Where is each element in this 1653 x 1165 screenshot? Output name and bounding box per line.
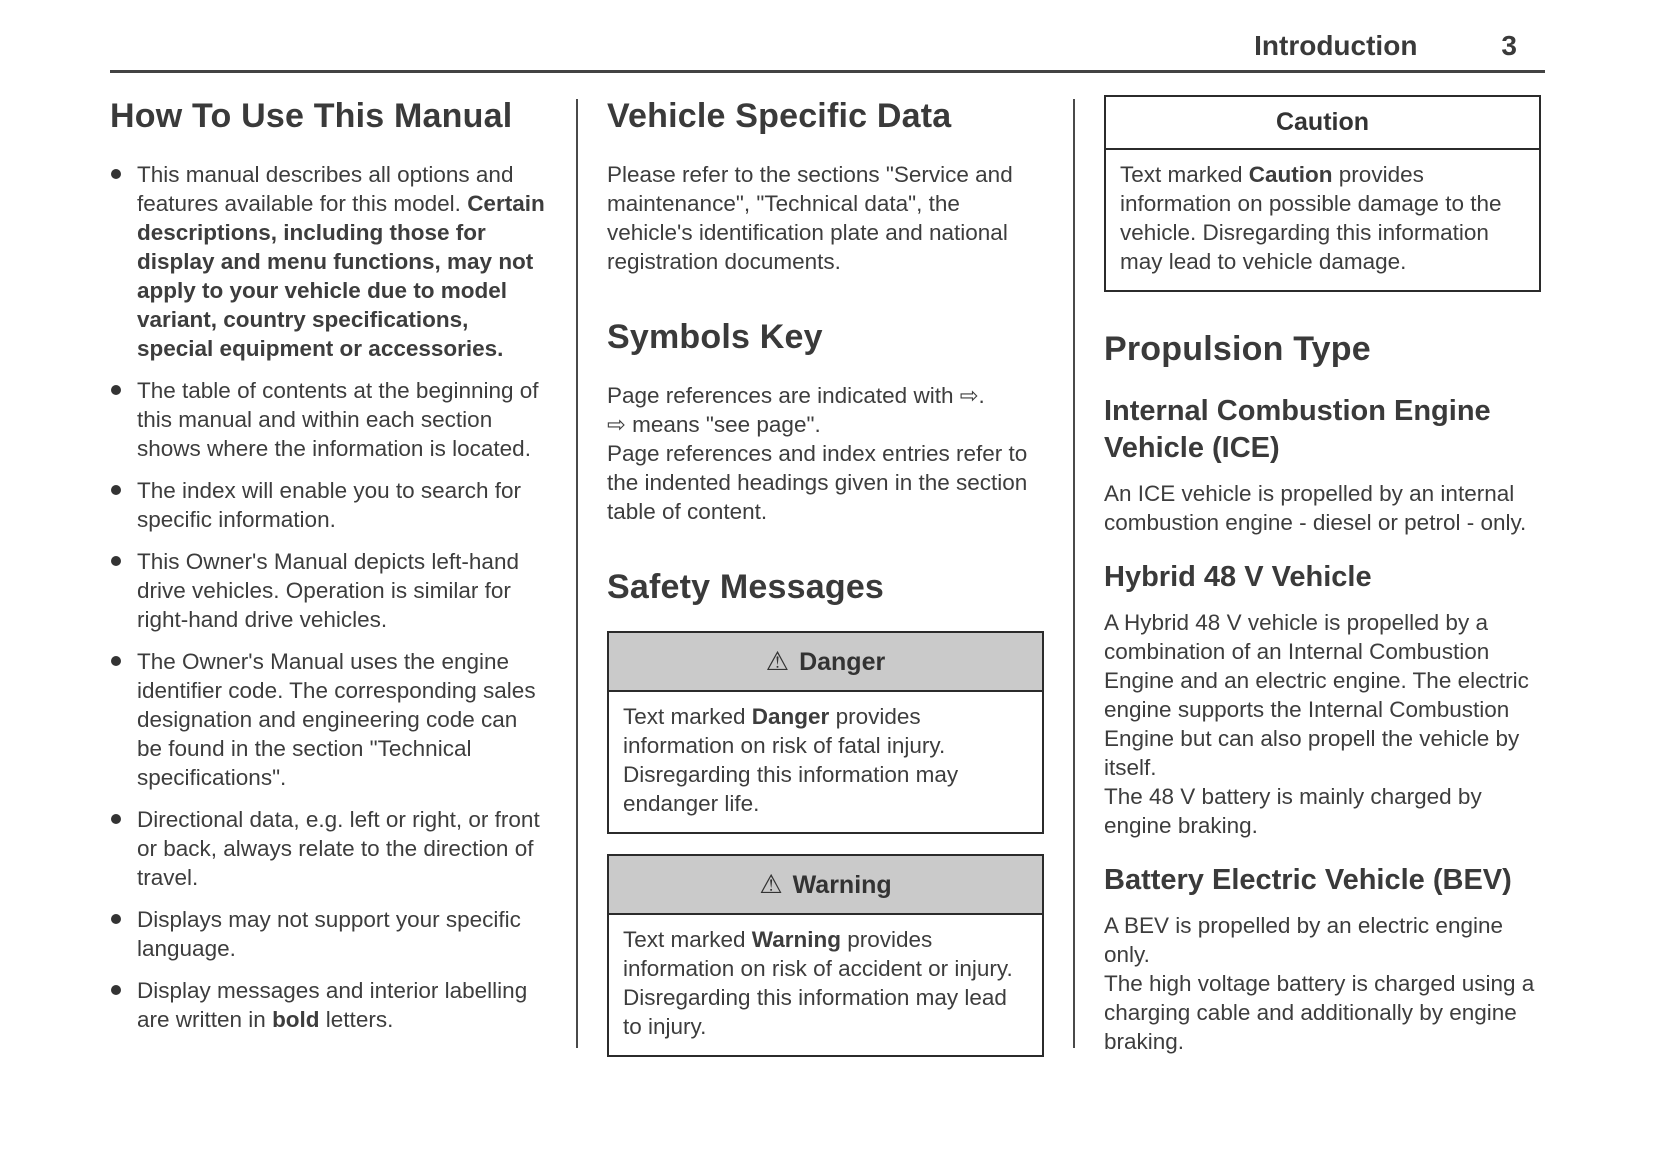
column-divider <box>576 99 578 1048</box>
warning-text-bold: Warning <box>751 927 841 952</box>
caution-box <box>1104 95 1541 292</box>
bullet-text: This manual describes all options and features available for this model. <box>137 162 514 216</box>
column-divider <box>1073 99 1075 1048</box>
warning-box <box>607 854 1044 1057</box>
list-item <box>110 647 547 792</box>
bullet-icon <box>111 169 121 179</box>
danger-box-body <box>609 692 1042 832</box>
warning-text: provides information on risk of accident or injury. Disregarding this information may lead to injury. <box>623 927 1013 1039</box>
header-page-number: 3 <box>1501 30 1517 61</box>
caution-text: provides information on possible damage to the vehicle. Disregarding this information may lead to vehicle damage. <box>1120 162 1502 274</box>
warning-box-title: Warning <box>792 871 892 899</box>
caution-text: Text marked <box>1120 162 1249 187</box>
bev-text: The high voltage battery is charged using a charging cable and additionally by engine braking. <box>1104 971 1535 1054</box>
section-title-safety-messages: Safety Messages <box>607 568 885 606</box>
bullet-text: The Owner's Manual uses the engine identifier code. The corresponding sales designation and engineering code can be found in the section "Technical specifications". <box>137 649 536 790</box>
danger-box <box>607 631 1044 834</box>
content-columns <box>110 93 1545 1103</box>
caution-text-bold: Caution <box>1248 162 1333 187</box>
how-to-use-bullet-list <box>110 160 547 1034</box>
subsection-title-hybrid: Hybrid 48 V Vehicle <box>1104 561 1372 593</box>
bullet-icon <box>111 914 121 924</box>
warning-text: Text marked <box>623 927 752 952</box>
bullet-icon <box>111 485 121 495</box>
bullet-icon <box>111 985 121 995</box>
warning-box-body <box>609 915 1042 1055</box>
column-how-to-use <box>110 93 547 1103</box>
ice-paragraph: An ICE vehicle is propelled by an internal combustion engine - diesel or petrol - only. <box>1104 481 1527 535</box>
hybrid-paragraph <box>1104 608 1541 840</box>
caution-box-body <box>1106 150 1539 290</box>
symbols-key-paragraph <box>607 381 1044 526</box>
section-title-propulsion-type: Propulsion Type <box>1104 330 1371 368</box>
danger-text: Text marked <box>623 704 752 729</box>
section-title-symbols-key: Symbols Key <box>607 318 823 356</box>
symbols-key-line: ⇨ means "see page". <box>607 412 821 437</box>
list-item <box>110 547 547 634</box>
danger-box-header <box>609 633 1042 692</box>
bullet-text: Display messages and interior labelling are written in <box>137 978 528 1032</box>
list-item <box>110 476 547 534</box>
hybrid-text: A Hybrid 48 V vehicle is propelled by a combination of an Internal Combustion Engine and an electric engine. The electric engine supports the Internal Combustion Engine but can also propell the vehicle by itself. <box>1104 610 1529 780</box>
list-item <box>110 905 547 963</box>
column-right <box>1104 93 1541 1103</box>
list-item <box>110 376 547 463</box>
danger-text: provides information on risk of fatal injury. Disregarding this information may endanger life. <box>623 704 959 816</box>
danger-text-bold: Danger <box>751 704 830 729</box>
symbols-key-line: Page references and index entries refer to the indented headings given in the section table of content. <box>607 441 1028 524</box>
bullet-text: The index will enable you to search for specific information. <box>137 478 521 532</box>
bullet-text-bold: Certain descriptions, including those for display and menu functions, may not apply to your vehicle due to model variant, country specifications, special equipment or accessories. <box>137 191 545 361</box>
list-item <box>110 976 547 1034</box>
section-title-how-to-use: How To Use This Manual <box>110 97 513 135</box>
warning-triangle-icon: ⚠ <box>765 646 790 676</box>
caution-box-title: Caution <box>1275 108 1370 136</box>
list-item <box>110 160 547 363</box>
bullet-text: letters. <box>319 1007 394 1032</box>
bev-paragraph <box>1104 911 1541 1056</box>
page-header <box>110 30 1545 73</box>
bullet-text: Directional data, e.g. left or right, or front or back, always relate to the direction of travel. <box>137 807 540 890</box>
vehicle-specific-data-paragraph: Please refer to the sections "Service and maintenance", "Technical data", the vehicle's identification plate and national registration documents. <box>607 162 1013 274</box>
bullet-icon <box>111 814 121 824</box>
header-section-title: Introduction <box>1254 30 1418 61</box>
symbols-key-line: Page references are indicated with ⇨. <box>607 383 985 408</box>
bev-text: A BEV is propelled by an electric engine only. <box>1104 913 1503 967</box>
bullet-text: The table of contents at the beginning of this manual and within each section shows where the information is located. <box>137 378 539 461</box>
list-item <box>110 805 547 892</box>
subsection-title-bev: Battery Electric Vehicle (BEV) <box>1104 864 1512 896</box>
bullet-icon <box>111 385 121 395</box>
bullet-icon <box>111 556 121 566</box>
column-middle <box>607 93 1044 1103</box>
caution-box-header <box>1106 97 1539 150</box>
section-title-vehicle-specific-data: Vehicle Specific Data <box>607 97 952 135</box>
bullet-text: This Owner's Manual depicts left-hand drive vehicles. Operation is similar for right-hand drive vehicles. <box>137 549 519 632</box>
warning-triangle-icon: ⚠ <box>759 869 783 899</box>
hybrid-text: The 48 V battery is mainly charged by engine braking. <box>1104 784 1482 838</box>
bullet-text: Displays may not support your specific language. <box>137 907 521 961</box>
warning-box-header <box>609 856 1042 915</box>
subsection-title-ice: Internal Combustion Engine Vehicle (ICE) <box>1104 395 1491 464</box>
bullet-text-bold: bold <box>272 1007 320 1032</box>
bullet-icon <box>111 656 121 666</box>
danger-box-title: Danger <box>799 648 886 676</box>
